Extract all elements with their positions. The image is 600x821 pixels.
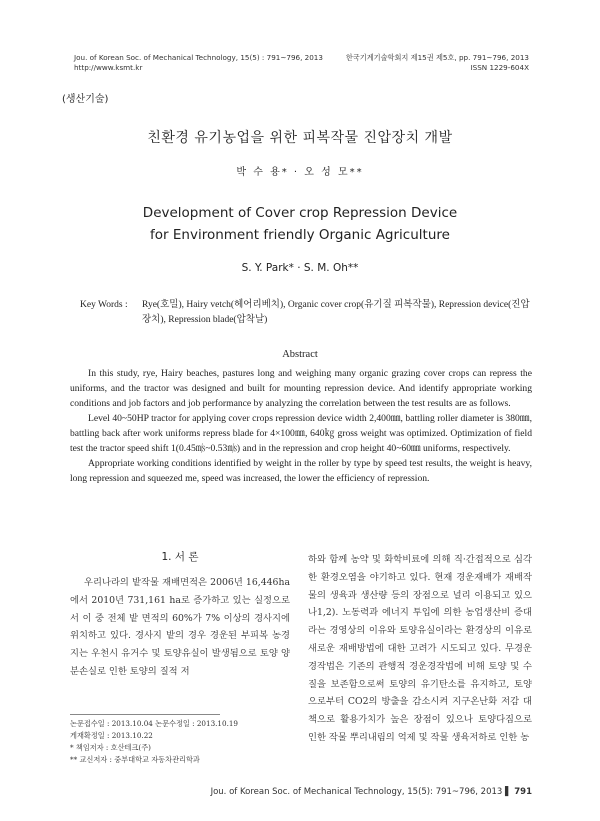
footnote-first-author: * 책임저자 : 호산테크(주) — [70, 743, 151, 752]
title-english-line1: Development of Cover crop Repression Device — [142, 205, 458, 221]
header-issn: ISSN 1229-604X — [470, 63, 529, 72]
keywords-text: Rye(호밀), Hairy vetch(헤어리베치), Organic cover crop(유기질 피복작물), Repression device(진압장치), Repression blade(압착날) — [142, 300, 530, 325]
intro-heading: 1. 서 론 — [161, 551, 199, 563]
footnote-divider — [70, 714, 220, 715]
authors-korean: 박 수 용* · 오 성 모** — [236, 167, 364, 178]
footnote-corresponding-author: ** 교신저자 : 중부대학교 자동차관리학과 — [70, 755, 200, 764]
keywords — [80, 298, 535, 328]
abstract-paragraph-3: Appropriate working conditions identified by weight in the roller by type by speed test results, the weight is heavy, long repression and squeezed me, speed was increased, the lower the efficiency of repression. — [70, 458, 532, 484]
footnote-accepted: 게재확정일 : 2013.10.22 — [70, 731, 153, 740]
body-column-left: 우리나라의 밭작물 재배면적은 2006년 16,446ha에서 2010년 731,161 ha로 증가하고 있는 실정으로서 이 중 전체 밭 면적의 60%가 7% 이상의 경사지에 위치하고 있다. 경사지 밭의 경우 경운된 부피복 농경지는 우천시 유거수 및 토양유실이 발생됨으로 토양 양분손실로 인한 토양의 질적 저 — [70, 577, 290, 677]
abstract-paragraph-2: Level 40~50HP tractor for applying cover crops repression device width 2,400㎜, battling roller diameter is 380㎜, battling back after work uniforms repress blade for 4×100㎜, 640㎏ gross weight was optimized. Optimization of field test the tractor speed shift 1(0.45㎧~0.53㎧) and in the repression and crop height 40~60㎜ uniforms, respectively. — [70, 413, 532, 454]
authors-english: S. Y. Park* · S. M. Oh** — [241, 262, 359, 274]
abstract-heading: Abstract — [282, 349, 318, 360]
abstract-body — [70, 366, 532, 486]
body-column-right: 하와 함께 농약 및 화학비료에 의해 직·간접적으로 심각한 환경오염을 야기하고 있다. 현재 경운재배가 재배작물의 생육과 생산량 등의 장점으로 널리 이용되고 있으나1,2). 노동력과 에너지 투입에 의한 농업생산비 증대라는 경영상의 이유와 토양유실이라는 환경상의 이유로 새로운 재배방법에 대한 고려가 시도되고 있다. 무경운 경작법은 기존의 관행적 경운경작법에 비해 토양 및 수질을 보존함으로써 토양의 유기탄소를 유지하고, 토양으로부터 CO2의 방출을 감소시켜 지구온난화 저감 대책으로 활용가치가 높은 장점이 있으나 토양다짐으로 인한 작물 뿌리내림의 억제 및 작물 생육저하로 인한 농 — [308, 554, 532, 743]
keywords-label: Key Words : — [80, 300, 128, 310]
title-english-line2: for Environment friendly Organic Agriculture — [150, 227, 450, 243]
title-english — [0, 202, 600, 246]
header-citation: Jou. of Korean Soc. of Mechanical Technology, 15(5) : 791~796, 2013 — [74, 53, 323, 62]
title-korean: 친환경 유기농업을 위한 피복작물 진압장치 개발 — [147, 130, 453, 146]
page-footer — [211, 787, 532, 797]
journal-header-left — [74, 53, 323, 73]
footnotes — [70, 718, 238, 766]
abstract-paragraph-1: In this study, rye, Hairy beaches, pastures long and weighing many organic grazing cover crops can repress the uniforms, and the tractor was designed and built for mounting repression device. And identify appropriate working conditions and job factors and job performance by analyzing the correlation between the test results are as follows. — [70, 368, 532, 409]
journal-header-right — [346, 53, 529, 73]
page-number: 791 — [514, 787, 532, 797]
footnote-dates: 논문접수일 : 2013.10.04 논문수정일 : 2013.10.19 — [70, 719, 239, 728]
page-footer-citation: Jou. of Korean Soc. of Mechanical Technology, 15(5): 791~796, 2013 ▌ — [210, 787, 512, 797]
header-url[interactable]: http://www.ksmt.kr — [74, 63, 143, 72]
header-citation-ko: 한국기계기술학회지 제15권 제5호, pp. 791~796, 2013 — [345, 53, 529, 62]
section-tag: (생산기술) — [62, 94, 109, 105]
